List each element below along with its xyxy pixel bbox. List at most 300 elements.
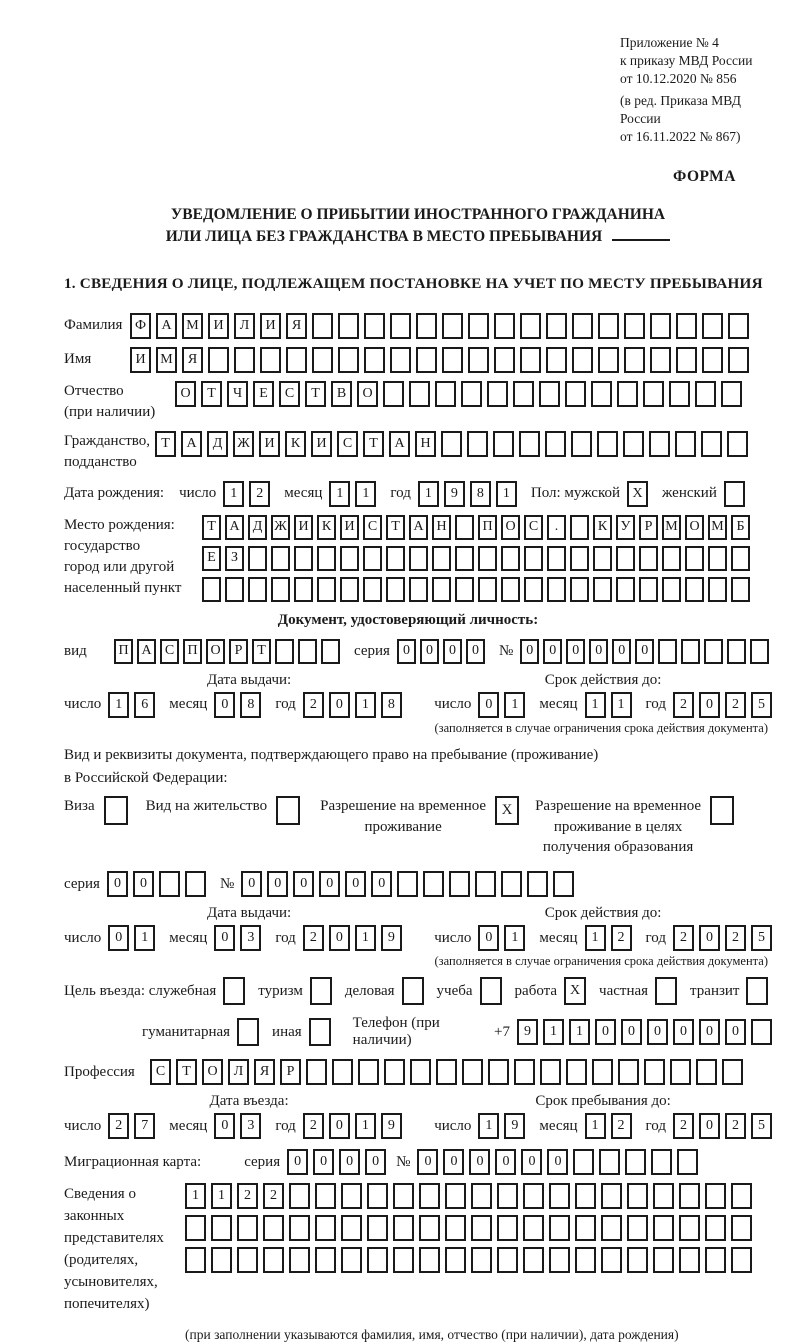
visa-option <box>64 796 128 825</box>
empty-box <box>540 1059 561 1085</box>
edu-permit-checkbox <box>710 796 734 825</box>
stay-month-boxes <box>585 1113 632 1139</box>
empty-box <box>435 381 456 407</box>
empty-box <box>549 1247 570 1273</box>
residence-permit-checkbox <box>276 796 300 825</box>
sex-female-checkbox <box>724 481 745 507</box>
doc-number-label: № <box>498 642 514 659</box>
empty-box <box>523 1183 544 1209</box>
empty-box <box>653 1215 674 1241</box>
empty-box <box>601 1183 622 1209</box>
representatives-label: Сведения о законных представителях (родителях, усыновителях, попечителях) <box>64 1186 164 1313</box>
char-box: 8 <box>240 692 261 718</box>
empty-box <box>234 347 255 373</box>
doc-valid-day-boxes <box>478 692 525 718</box>
char-box: 0 <box>699 1113 720 1139</box>
surname-label: Фамилия <box>64 317 123 334</box>
purpose-row-1 <box>64 977 772 1005</box>
char-box: 0 <box>214 692 235 718</box>
doc-valid-year-boxes <box>673 692 772 718</box>
char-box: . <box>547 515 566 540</box>
identity-doc-heading: Документ, удостоверяющий личность: <box>277 611 539 628</box>
empty-box <box>298 639 317 664</box>
purpose-business-label: деловая <box>344 982 395 999</box>
char-box: Т <box>252 639 271 664</box>
permit-issue-date-fields: число 0 1 месяц 0 3 год 2 0 1 9 <box>64 925 434 951</box>
empty-box <box>570 577 589 602</box>
birth-year-boxes <box>418 481 517 507</box>
empty-box <box>488 1059 509 1085</box>
char-box: К <box>285 431 306 457</box>
section-1-heading: 1. СВЕДЕНИЯ О ЛИЦЕ, ПОДЛЕЖАЩЕМ ПОСТАНОВКЕ НА УЧЕТ ПО МЕСТУ ПРЕБЫВАНИЯ <box>64 274 763 292</box>
char-box: А <box>225 515 244 540</box>
char-box: 0 <box>495 1149 516 1175</box>
char-box: 0 <box>699 925 720 951</box>
representatives-note: (при заполнении указываются фамилия, имя, отчество (при наличии), дата рождения) <box>185 1327 679 1343</box>
empty-box <box>644 1059 665 1085</box>
empty-box <box>237 1247 258 1273</box>
char-box: 0 <box>107 871 128 897</box>
empty-box <box>520 313 541 339</box>
empty-box <box>455 546 474 571</box>
empty-box <box>501 546 520 571</box>
empty-box <box>397 871 418 897</box>
profession-row <box>64 1059 772 1085</box>
char-box: 1 <box>108 692 129 718</box>
char-box: 0 <box>371 871 392 897</box>
mc-series-label: серия <box>244 1153 281 1170</box>
char-box: 1 <box>496 481 517 507</box>
char-box: 0 <box>241 871 262 897</box>
edition-line: (в ред. Приказа МВД России <box>620 93 741 127</box>
purpose-official-checkbox <box>223 977 245 1005</box>
char-box: 0 <box>635 639 654 664</box>
doc-series-boxes <box>397 639 485 664</box>
char-box: 1 <box>355 692 376 718</box>
empty-box <box>225 577 244 602</box>
birth-date-label: Дата рождения: <box>64 485 165 502</box>
empty-box <box>441 431 462 457</box>
profession-label: Профессия <box>64 1063 135 1080</box>
char-box: А <box>181 431 202 457</box>
char-box: В <box>331 381 352 407</box>
char-box: И <box>259 431 280 457</box>
char-box: 0 <box>339 1149 360 1175</box>
empty-box <box>104 796 128 825</box>
empty-box <box>572 347 593 373</box>
char-box: 1 <box>185 1183 206 1209</box>
purpose-tourism-label: туризм <box>258 982 303 999</box>
purpose-private-checkbox <box>655 977 677 1005</box>
empty-box <box>321 639 340 664</box>
empty-box <box>727 431 748 457</box>
entry-month-boxes <box>214 1113 261 1139</box>
char-box: 1 <box>223 481 244 507</box>
char-box: Р <box>280 1059 301 1085</box>
empty-box <box>310 977 332 1005</box>
doc-type-row <box>64 639 772 664</box>
form-title <box>64 204 772 249</box>
char-box: 1 <box>569 1019 590 1045</box>
char-box: 0 <box>108 925 129 951</box>
char-box: 0 <box>699 692 720 718</box>
edu-permit-option <box>535 796 734 857</box>
representatives-section <box>64 1183 772 1343</box>
empty-box <box>625 1149 646 1175</box>
empty-box <box>599 1149 620 1175</box>
char-box: З <box>225 546 244 571</box>
purpose-row-2 <box>142 1015 772 1049</box>
empty-box <box>363 546 382 571</box>
stay-until-label: Срок пребывания до: <box>535 1093 671 1110</box>
empty-box <box>211 1247 232 1273</box>
empty-box <box>289 1247 310 1273</box>
empty-box <box>445 1247 466 1273</box>
permit-valid-day-boxes <box>478 925 525 951</box>
char-box: 1 <box>611 692 632 718</box>
empty-box <box>237 1215 258 1241</box>
doc-valid-until-label: Срок действия до: <box>544 671 662 688</box>
char-box: С <box>524 515 543 540</box>
char-box: X <box>564 977 586 1005</box>
char-box: 0 <box>313 1149 334 1175</box>
char-box: П <box>183 639 202 664</box>
temp-permit-option <box>320 796 519 837</box>
char-box: 0 <box>521 1149 542 1175</box>
empty-box <box>271 577 290 602</box>
empty-box <box>649 431 670 457</box>
empty-box <box>520 347 541 373</box>
empty-box <box>367 1247 388 1273</box>
char-box: 8 <box>470 481 491 507</box>
char-box: Ж <box>233 431 254 457</box>
empty-box <box>315 1183 336 1209</box>
empty-box <box>727 639 746 664</box>
name-row <box>64 347 772 373</box>
permit-number-boxes <box>241 871 574 897</box>
residence-doc-paragraph: Вид и реквизиты документа, подтверждающего право на пребывание (проживание) в Российской Федерации: <box>64 746 599 787</box>
empty-box <box>624 313 645 339</box>
empty-box <box>679 1215 700 1241</box>
char-box: 9 <box>517 1019 538 1045</box>
char-box: Ч <box>227 381 248 407</box>
char-box: 0 <box>478 692 499 718</box>
phone-boxes <box>517 1019 772 1045</box>
char-box: 0 <box>725 1019 746 1045</box>
empty-box <box>263 1215 284 1241</box>
empty-box <box>487 381 508 407</box>
empty-box <box>289 1215 310 1241</box>
char-box: С <box>363 515 382 540</box>
empty-box <box>704 639 723 664</box>
empty-box <box>573 1149 594 1175</box>
empty-box <box>669 381 690 407</box>
purpose-other-checkbox <box>309 1018 331 1046</box>
char-box: Д <box>248 515 267 540</box>
char-box: 0 <box>319 871 340 897</box>
purpose-private-label: частная <box>599 982 649 999</box>
empty-box <box>468 347 489 373</box>
char-box: С <box>150 1059 171 1085</box>
empty-box <box>728 313 749 339</box>
empty-box <box>592 1059 613 1085</box>
char-box: 1 <box>418 481 439 507</box>
empty-box <box>449 871 470 897</box>
char-box: П <box>478 515 497 540</box>
char-box: Ж <box>271 515 290 540</box>
birth-place-boxes <box>202 515 750 602</box>
empty-box <box>616 577 635 602</box>
char-box: У <box>616 515 635 540</box>
char-box: Н <box>432 515 451 540</box>
char-box: С <box>337 431 358 457</box>
char-box: Е <box>253 381 274 407</box>
char-box: Р <box>639 515 658 540</box>
entry-date-fields: число 2 7 месяц 0 3 год 2 0 1 9 <box>64 1113 434 1139</box>
empty-box <box>419 1183 440 1209</box>
empty-box <box>462 1059 483 1085</box>
purpose-official-label: Цель въезда: служебная <box>64 982 217 999</box>
empty-box <box>276 796 300 825</box>
empty-box <box>546 347 567 373</box>
residence-permit-option <box>146 796 300 825</box>
empty-box <box>731 1215 752 1241</box>
char-box: 1 <box>134 925 155 951</box>
char-box: М <box>662 515 681 540</box>
empty-box <box>679 1183 700 1209</box>
birth-place-row2 <box>202 546 750 571</box>
permit-series-boxes <box>107 871 206 897</box>
empty-box <box>685 577 704 602</box>
char-box: 3 <box>240 925 261 951</box>
empty-box <box>294 577 313 602</box>
empty-box <box>731 546 750 571</box>
doc-issue-date-label: Дата выдачи: <box>206 671 292 688</box>
char-box: 0 <box>595 1019 616 1045</box>
empty-box <box>309 1018 331 1046</box>
empty-box <box>676 347 697 373</box>
permit-issue-date-label: Дата выдачи: <box>206 905 292 922</box>
char-box: 1 <box>585 925 606 951</box>
char-box: 0 <box>329 925 350 951</box>
empty-box <box>432 577 451 602</box>
empty-box <box>289 1183 310 1209</box>
char-box: 5 <box>751 925 772 951</box>
empty-box <box>497 1215 518 1241</box>
representatives-row3 <box>185 1247 752 1273</box>
empty-box <box>624 347 645 373</box>
empty-box <box>627 1247 648 1273</box>
char-box: И <box>208 313 229 339</box>
char-box: О <box>357 381 378 407</box>
char-box: С <box>279 381 300 407</box>
empty-box <box>390 347 411 373</box>
char-box: 0 <box>469 1149 490 1175</box>
char-box: X <box>495 796 519 825</box>
char-box: 1 <box>504 692 525 718</box>
empty-box <box>722 1059 743 1085</box>
empty-box <box>338 313 359 339</box>
empty-box <box>275 639 294 664</box>
form-label: ФОРМА <box>672 167 736 185</box>
residence-permit-label: Вид на жительство <box>145 798 268 815</box>
empty-box <box>393 1247 414 1273</box>
doc-type-label: вид <box>64 642 87 659</box>
char-box: К <box>593 515 612 540</box>
char-box: П <box>114 639 133 664</box>
empty-box <box>341 1215 362 1241</box>
empty-box <box>367 1215 388 1241</box>
empty-box <box>475 871 496 897</box>
empty-box <box>658 639 677 664</box>
empty-box <box>696 1059 717 1085</box>
empty-box <box>416 347 437 373</box>
empty-box <box>653 1247 674 1273</box>
char-box: 9 <box>504 1113 525 1139</box>
empty-box <box>651 1149 672 1175</box>
phone-label: Телефон (при наличии) <box>352 1015 440 1049</box>
empty-box <box>702 347 723 373</box>
empty-box <box>237 1018 259 1046</box>
empty-box <box>545 431 566 457</box>
char-box: А <box>156 313 177 339</box>
empty-box <box>419 1247 440 1273</box>
doc-issue-year-boxes <box>303 692 402 718</box>
empty-box <box>384 1059 405 1085</box>
stay-day-boxes <box>478 1113 525 1139</box>
char-box: А <box>137 639 156 664</box>
empty-box <box>471 1215 492 1241</box>
empty-box <box>662 546 681 571</box>
permit-valid-until-fields: число 0 1 месяц 1 2 год 2 0 2 5 <box>434 925 772 951</box>
birth-place-section <box>64 515 772 602</box>
empty-box <box>731 1247 752 1273</box>
empty-box <box>423 871 444 897</box>
sex-male-checkbox <box>627 481 648 507</box>
char-box: 2 <box>725 1113 746 1139</box>
purpose-study-checkbox <box>480 977 502 1005</box>
empty-box <box>627 1215 648 1241</box>
empty-box <box>565 381 586 407</box>
empty-box <box>410 1059 431 1085</box>
char-box: О <box>175 381 196 407</box>
empty-box <box>524 546 543 571</box>
empty-box <box>159 871 180 897</box>
empty-box <box>617 381 638 407</box>
empty-box <box>708 577 727 602</box>
empty-box <box>312 347 333 373</box>
char-box: 0 <box>547 1149 568 1175</box>
empty-box <box>393 1183 414 1209</box>
empty-box <box>650 347 671 373</box>
char-box: И <box>260 313 281 339</box>
char-box: Д <box>207 431 228 457</box>
permit-limited-note: (заполняется в случае ограничения срока действия документа) <box>434 954 768 969</box>
empty-box <box>480 977 502 1005</box>
empty-box <box>467 431 488 457</box>
empty-box <box>575 1215 596 1241</box>
empty-box <box>185 1215 206 1241</box>
char-box: 0 <box>520 639 539 664</box>
char-box: О <box>202 1059 223 1085</box>
empty-box <box>211 1215 232 1241</box>
char-box: 1 <box>355 481 376 507</box>
doc-issue-day-boxes <box>108 692 155 718</box>
entry-year-boxes <box>303 1113 402 1139</box>
empty-box <box>317 546 336 571</box>
empty-box <box>478 577 497 602</box>
empty-box <box>721 381 742 407</box>
citizenship-row <box>64 431 772 473</box>
empty-box <box>549 1183 570 1209</box>
char-box: 2 <box>249 481 270 507</box>
birth-month-boxes <box>329 481 376 507</box>
empty-box <box>681 639 700 664</box>
char-box: И <box>294 515 313 540</box>
appendix-line: к приказу МВД России <box>620 52 753 68</box>
citizenship-label: Гражданство, подданство <box>64 432 151 470</box>
purpose-tourism-checkbox <box>310 977 332 1005</box>
char-box: 2 <box>303 925 324 951</box>
char-box: Л <box>234 313 255 339</box>
empty-box <box>571 431 592 457</box>
char-box: Т <box>201 381 222 407</box>
purpose-work-checkbox <box>564 977 586 1005</box>
patronymic-boxes <box>175 381 742 407</box>
visa-checkbox <box>104 796 128 825</box>
stay-year-boxes <box>673 1113 772 1139</box>
name-label: Имя <box>64 351 92 368</box>
entry-day-boxes <box>108 1113 155 1139</box>
mc-series-boxes <box>287 1149 386 1175</box>
residence-doc-options <box>64 796 772 857</box>
empty-box <box>705 1247 726 1273</box>
char-box: 0 <box>397 639 416 664</box>
char-box: 1 <box>355 1113 376 1139</box>
stay-until-fields: число 1 9 месяц 1 2 год 2 0 2 5 <box>434 1113 772 1139</box>
char-box: 0 <box>443 639 462 664</box>
char-box: 3 <box>240 1113 261 1139</box>
empty-box <box>653 1183 674 1209</box>
char-box: 2 <box>108 1113 129 1139</box>
char-box: 0 <box>420 639 439 664</box>
empty-box <box>701 431 722 457</box>
doc-issue-date-fields: число 1 6 месяц 0 8 год 2 0 1 8 <box>64 692 434 718</box>
blank-line <box>612 239 670 241</box>
empty-box <box>332 1059 353 1085</box>
char-box: Т <box>155 431 176 457</box>
char-box: 9 <box>444 481 465 507</box>
empty-box <box>547 546 566 571</box>
char-box: 8 <box>381 692 402 718</box>
empty-box <box>312 313 333 339</box>
empty-box <box>471 1183 492 1209</box>
doc-number-boxes <box>520 639 769 664</box>
char-box: Ф <box>130 313 151 339</box>
empty-box <box>501 871 522 897</box>
empty-box <box>402 977 424 1005</box>
char-box: 2 <box>725 925 746 951</box>
empty-box <box>409 381 430 407</box>
empty-box <box>677 1149 698 1175</box>
form-title-line1: УВЕДОМЛЕНИЕ О ПРИБЫТИИ ИНОСТРАННОГО ГРАЖДАНИНА <box>170 205 666 223</box>
char-box: 0 <box>417 1149 438 1175</box>
char-box: 1 <box>504 925 525 951</box>
char-box: И <box>130 347 151 373</box>
birth-date-row <box>64 481 772 507</box>
purpose-humanitarian-label: гуманитарная <box>142 1023 231 1040</box>
empty-box <box>523 1215 544 1241</box>
